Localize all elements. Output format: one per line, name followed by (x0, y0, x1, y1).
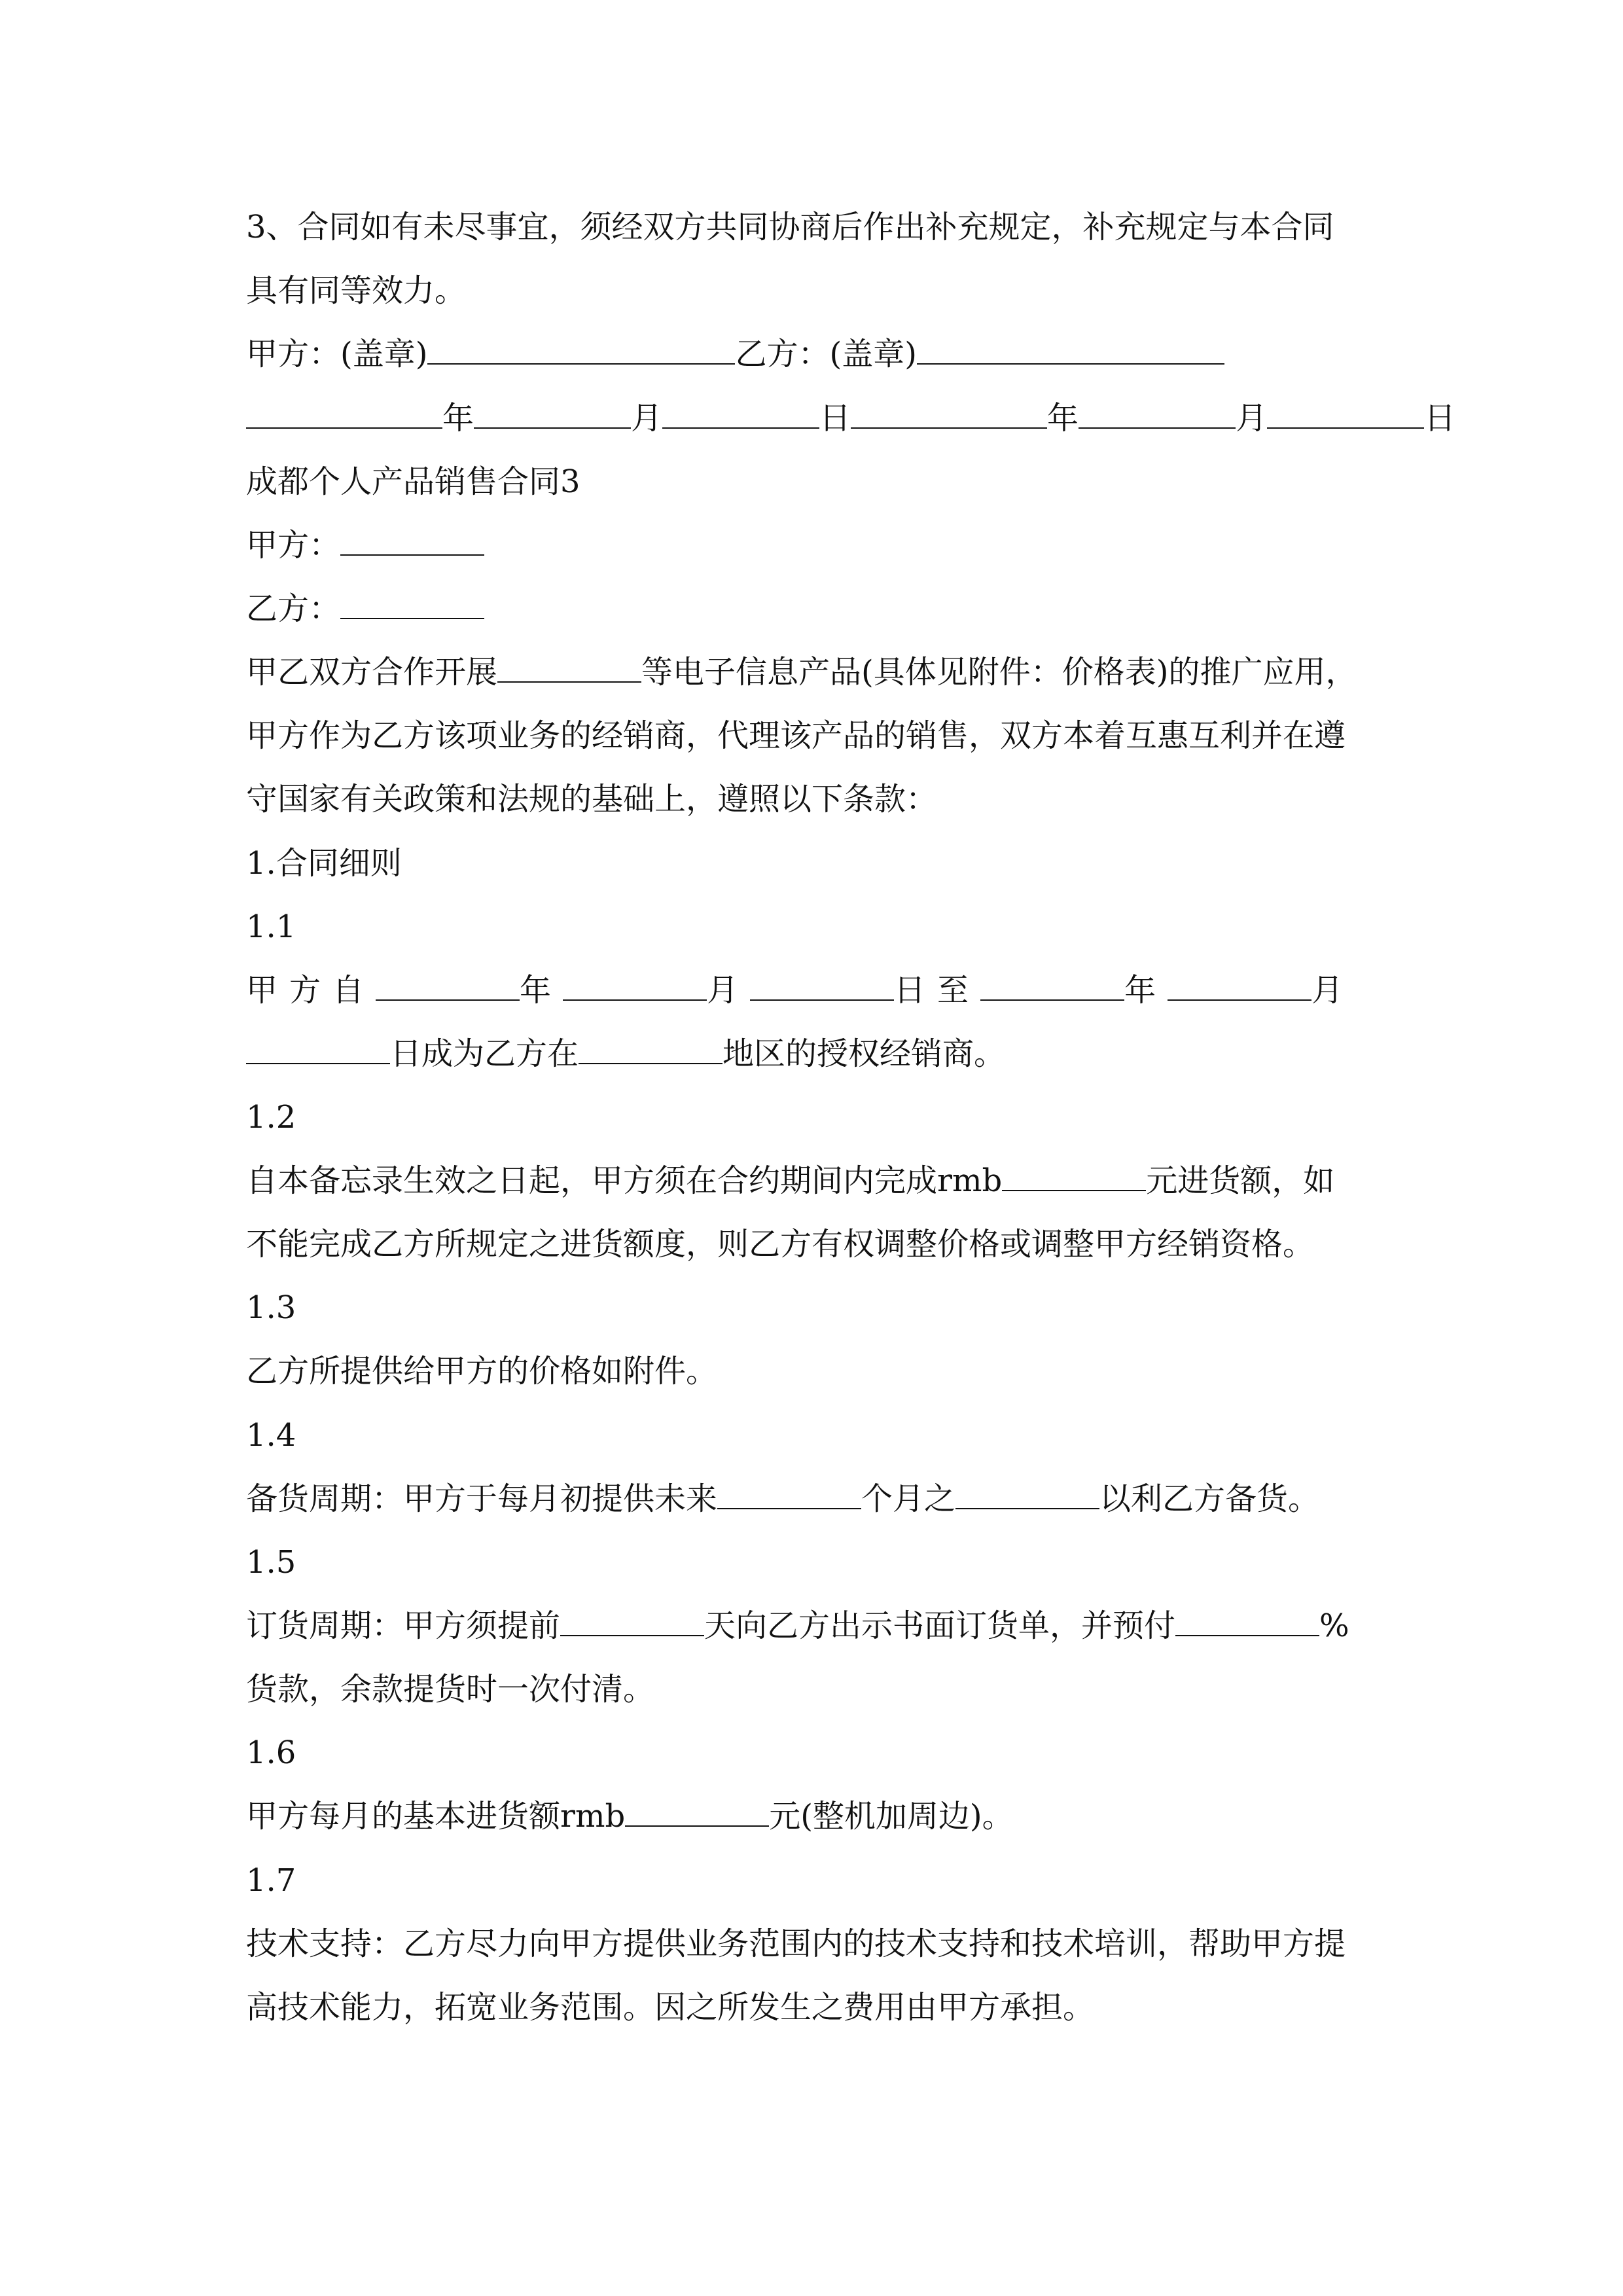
month-unit: 月 (1236, 400, 1268, 437)
clause-1-1-line-2: 日成为乙方在 地区的授权经销商。 (246, 1034, 1005, 1073)
date-a-year-blank[interactable] (246, 399, 442, 429)
clause-1-7-line-2: 高技术能力，拓宽业务范围。因之所发生之费用由甲方承担。 (246, 1989, 1095, 2026)
party-a-line (246, 526, 484, 565)
party-a-label: 甲方： (246, 527, 341, 564)
clause-3-line-1: 3、合同如有未尽事宜，须经双方共同协商后作出补充规定，补充规定与本合同 (246, 209, 1334, 245)
contract-title: 成都个人产品销售合同3 (246, 463, 580, 500)
party-a-seal-blank[interactable] (427, 334, 735, 365)
month-unit: 月 (631, 400, 663, 437)
clause-number: 1.6 (246, 1734, 296, 1771)
clause-1-1-line-1: 甲方自 年 月 日至 年 月 (246, 972, 1344, 1009)
party-b-label: 乙方： (246, 590, 341, 627)
clause-1-2-line-1: 自本备忘录生效之日起，甲方须在合约期间内完成rmb 元进货额，如 (246, 1162, 1335, 1199)
end-day-blank[interactable] (246, 1034, 390, 1064)
end-month-blank[interactable] (1168, 971, 1311, 1001)
date-b-day-blank[interactable] (1267, 399, 1424, 429)
signature-dates-line (246, 399, 1455, 438)
year-unit: 年 (1047, 400, 1079, 437)
intro-line-3: 守国家有关政策和法规的基础上，遵照以下条款： (246, 781, 938, 817)
intro-line-2: 甲方作为乙方该项业务的经销商，代理该产品的销售，双方本着互惠互利并在遵 (246, 717, 1346, 754)
day-unit: 日 (819, 400, 851, 437)
party-a-name-blank[interactable] (340, 526, 484, 556)
purchase-amount-blank[interactable] (1002, 1161, 1146, 1191)
clause-1-4-text: 备货周期：甲方于每月初提供未来 个月之 以利乙方备货。 (246, 1480, 1320, 1517)
clause-number: 1.4 (246, 1417, 296, 1454)
product-name-blank[interactable] (497, 653, 641, 683)
prepay-percent-blank[interactable] (1175, 1606, 1319, 1636)
party-a-seal-label: 甲方：(盖章) (246, 336, 428, 372)
clause-number: 1.3 (246, 1289, 296, 1326)
year-unit: 年 (442, 400, 474, 437)
clause-number: 1.5 (246, 1544, 296, 1581)
party-b-seal-label: 乙方：(盖章) (735, 336, 917, 372)
days-blank[interactable] (560, 1606, 704, 1636)
months-blank[interactable] (717, 1479, 861, 1509)
intro-line-1: 甲乙双方合作开展 等电子信息产品(具体见附件：价格表)的推广应用， (246, 654, 1357, 691)
section-heading: 1.合同细则 (246, 845, 402, 882)
party-b-seal-blank[interactable] (917, 334, 1224, 365)
start-day-blank[interactable] (750, 971, 894, 1001)
day-unit: 日 (1424, 400, 1456, 437)
party-b-line (246, 589, 484, 628)
clause-1-5-line-2: 货款，余款提货时一次付清。 (246, 1671, 655, 1708)
clause-1-7-line-1: 技术支持：乙方尽力向甲方提供业务范围内的技术支持和技术培训，帮助甲方提 (246, 1926, 1346, 1962)
end-year-blank[interactable] (980, 971, 1124, 1001)
start-month-blank[interactable] (563, 971, 707, 1001)
clause-1-5-line-1: 订货周期：甲方须提前 天向乙方出示书面订货单，并预付 % (246, 1607, 1349, 1644)
seal-line (246, 334, 1224, 374)
clause-1-6-text: 甲方每月的基本进货额rmb 元(整机加周边)。 (246, 1798, 1014, 1835)
date-b-month-blank[interactable] (1079, 399, 1236, 429)
clause-number: 1.2 (246, 1099, 296, 1136)
start-year-blank[interactable] (376, 971, 520, 1001)
forecast-blank[interactable] (955, 1479, 1099, 1509)
clause-3-line-2: 具有同等效力。 (246, 272, 467, 309)
date-a-day-blank[interactable] (662, 399, 819, 429)
date-b-year-blank[interactable] (851, 399, 1047, 429)
clause-1-2-line-2: 不能完成乙方所规定之进货额度，则乙方有权调整价格或调整甲方经销资格。 (246, 1226, 1315, 1263)
clause-1-3-text: 乙方所提供给甲方的价格如附件。 (246, 1353, 718, 1390)
monthly-amount-blank[interactable] (625, 1797, 769, 1827)
clause-number: 1.7 (246, 1862, 296, 1899)
clause-number: 1.1 (246, 908, 296, 945)
date-a-month-blank[interactable] (474, 399, 631, 429)
party-b-name-blank[interactable] (340, 589, 484, 619)
region-blank[interactable] (579, 1034, 722, 1064)
